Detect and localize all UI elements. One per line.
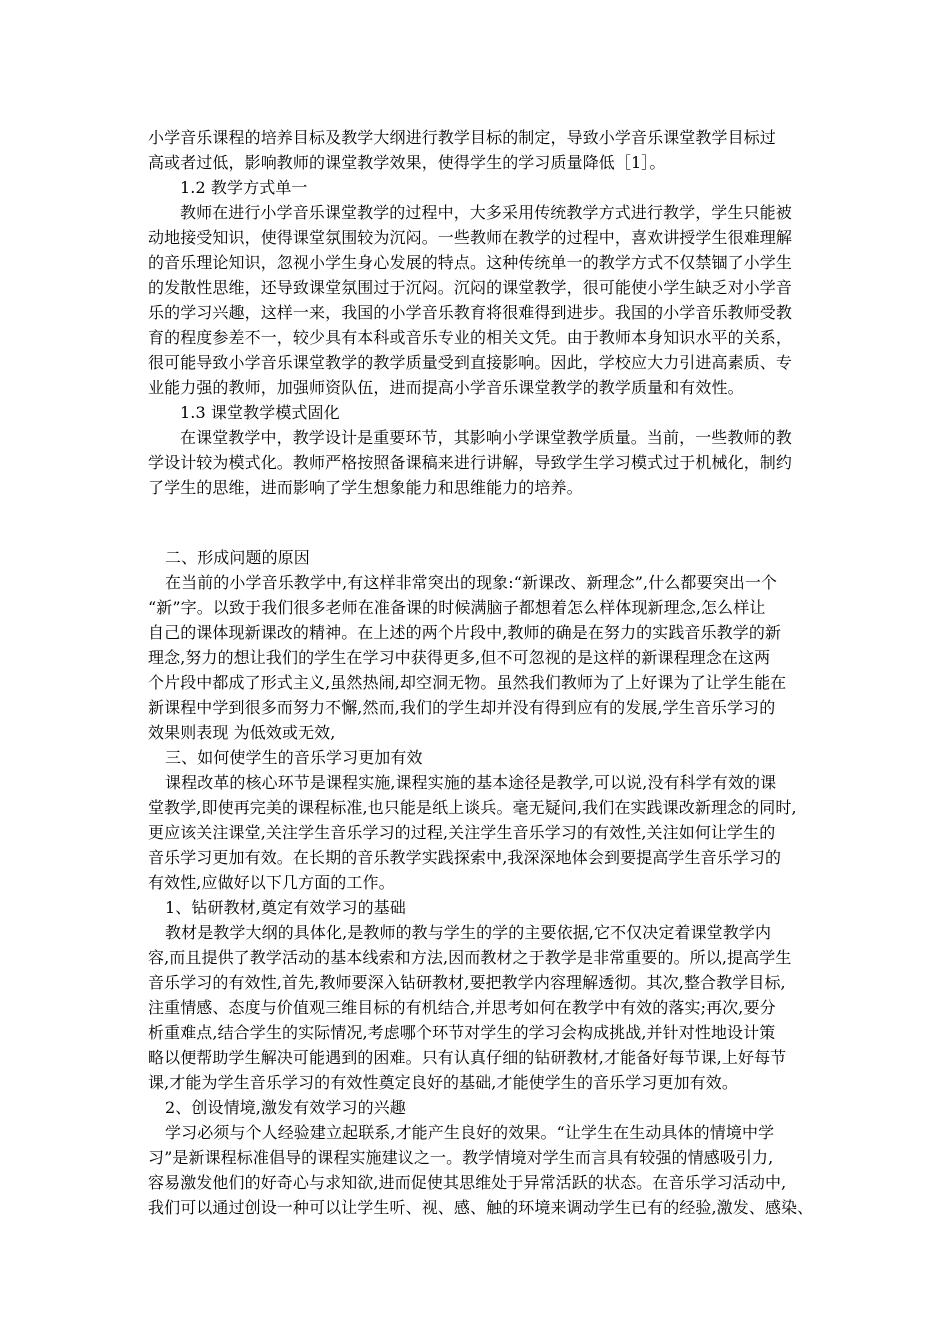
paragraph-line: 容易激发他们的好奇心与求知欲,进而促使其思维处于异常活跃的状态。在音乐学习活动中, <box>148 1173 787 1192</box>
paragraph-line: 了学生的思维，进而影响了学生想象能力和思维能力的培养。 <box>148 478 583 497</box>
paragraph-line: 课程改革的核心环节是课程实施,课程实施的基本途径是教学,可以说,没有科学有效的课 <box>165 773 777 792</box>
paragraph-line: “新”字。以致于我们很多老师在准备课的时候满脑子都想着怎么样体现新理念,怎么样让 <box>148 598 766 617</box>
paragraph-line: 教师在进行小学音乐课堂教学的过程中，大多采用传统教学方式进行教学，学生只能被 <box>180 203 792 222</box>
paragraph-line: 动地接受知识，使得课堂氛围较为沉闷。一些教师在教学的过程中，喜欢讲授学生很难理解 <box>148 228 793 247</box>
paragraph-line: 个片段中都成了形式主义,虽然热闹,却空洞无物。虽然我们教师为了上好课为了让学生能在 <box>148 673 787 692</box>
paragraph-line: 的音乐理论知识，忽视小学生身心发展的特点。这种传统单一的教学方式不仅禁锢了小学生 <box>148 253 793 272</box>
paragraph-line: 在当前的小学音乐教学中,有这样非常突出的现象:“新课改、新理念”,什么都要突出一个 <box>165 573 778 592</box>
paragraph-line: 更应该关注课堂,关注学生音乐学习的过程,关注学生音乐学习的有效性,关注如何让学生的 <box>148 823 776 842</box>
paragraph-line: 习”是新课程标准倡导的课程实施建议之一。教学情境对学生而言具有较强的情感吸引力, <box>148 1148 774 1167</box>
paragraph-line: 育的程度参差不一，较少具有本科或音乐专业的相关文凭。由于教师本身知识水平的关系， <box>148 328 793 347</box>
paragraph-line: 教材是教学大纲的具体化,是教师的教与学生的学的主要依据,它不仅决定着课堂教学内 <box>165 923 772 942</box>
paragraph-line: 音乐学习更加有效。在长期的音乐教学实践探索中,我深深地体会到要提高学生音乐学习的 <box>148 848 782 867</box>
paragraph-line: 理念,努力的想让我们的学生在学习中获得更多,但不可忽视的是这样的新课程理念在这两 <box>148 648 771 667</box>
section-heading-3: 三、如何使学生的音乐学习更加有效 <box>165 748 423 767</box>
paragraph-line: 音乐学习的有效性,首先,教师要深入钻研教材,要把教学内容理解透彻。其次,整合教学目标, <box>148 973 786 992</box>
paragraph-line: 高或者过低，影响教师的课堂教学效果，使得学生的学习质量降低［1］。 <box>148 153 666 172</box>
paragraph-line: 有效性,应做好以下几方面的工作。 <box>148 873 395 892</box>
section-heading-1-3: 1.3 课堂教学模式固化 <box>180 403 340 422</box>
paragraph-line: 很可能导致小学音乐课堂教学的教学质量受到直接影响。因此，学校应大力引进高素质、专 <box>148 353 793 372</box>
paragraph-line: 乐的学习兴趣，这样一来，我国的小学音乐教育将很难得到进步。我国的小学音乐教师受教 <box>148 303 793 322</box>
section-heading-1-2: 1.2 教学方式单一 <box>180 178 308 197</box>
paragraph-line: 注重情感、态度与价值观三维目标的有机结合,并思考如何在教学中有效的落实;再次,要分 <box>148 998 776 1017</box>
paragraph-line: 新课程中学到很多而努力不懈,然而,我们的学生却并没有得到应有的发展,学生音乐学习的 <box>148 698 776 717</box>
paragraph-line: 学习必须与个人经验建立起联系,才能产生良好的效果。“让学生在生动具体的情境中学 <box>165 1123 775 1142</box>
section-heading-3-2: 2、创设情境,激发有效学习的兴趣 <box>165 1098 406 1117</box>
paragraph-line: 析重难点,结合学生的实际情况,考虑哪个环节对学生的学习会构成挑战,并针对性地设计策 <box>148 1023 776 1042</box>
paragraph-line: 的发散性思维，还导致课堂氛围过于沉闷。沉闷的课堂教学，很可能使小学生缺乏对小学音 <box>148 278 793 297</box>
paragraph-line: 学设计较为模式化。教师严格按照备课稿来进行讲解，导致学生学习模式过于机械化，制约 <box>148 453 793 472</box>
paragraph-line: 略以便帮助学生解决可能遇到的困难。只有认真仔细的钻研教材,才能备好每节课,上好每节 <box>148 1048 787 1067</box>
paragraph-line: 容,而且提供了教学活动的基本线索和方法,因而教材之于教学是非常重要的。所以,提高学生 <box>148 948 792 967</box>
section-heading-3-1: 1、钻研教材,奠定有效学习的基础 <box>165 898 406 917</box>
paragraph-line: 效果则表现 为低效或无效, <box>148 723 336 742</box>
paragraph-line: 我们可以通过创设一种可以让学生听、视、感、触的环境来调动学生已有的经验,激发、感染、 <box>148 1198 814 1217</box>
paragraph-line: 小学音乐课程的培养目标及教学大纲进行教学目标的制定，导致小学音乐课堂教学目标过 <box>148 128 776 147</box>
paragraph-line: 堂教学,即使再完美的课程标准,也只能是纸上谈兵。毫无疑问,我们在实践课改新理念的同时, <box>148 798 797 817</box>
paragraph-line: 在课堂教学中，教学设计是重要环节，其影响小学课堂教学质量。当前，一些教师的教 <box>180 428 792 447</box>
paragraph-line: 课,才能为学生音乐学习的有效性奠定良好的基础,才能使学生的音乐学习更加有效。 <box>148 1073 738 1092</box>
paragraph-line: 自己的课体现新课改的精神。在上述的两个片段中,教师的确是在努力的实践音乐教学的新 <box>148 623 782 642</box>
section-heading-2: 二、形成问题的原因 <box>165 548 310 567</box>
paragraph-line: 业能力强的教师，加强师资队伍，进而提高小学音乐课堂教学的教学质量和有效性。 <box>148 378 744 397</box>
